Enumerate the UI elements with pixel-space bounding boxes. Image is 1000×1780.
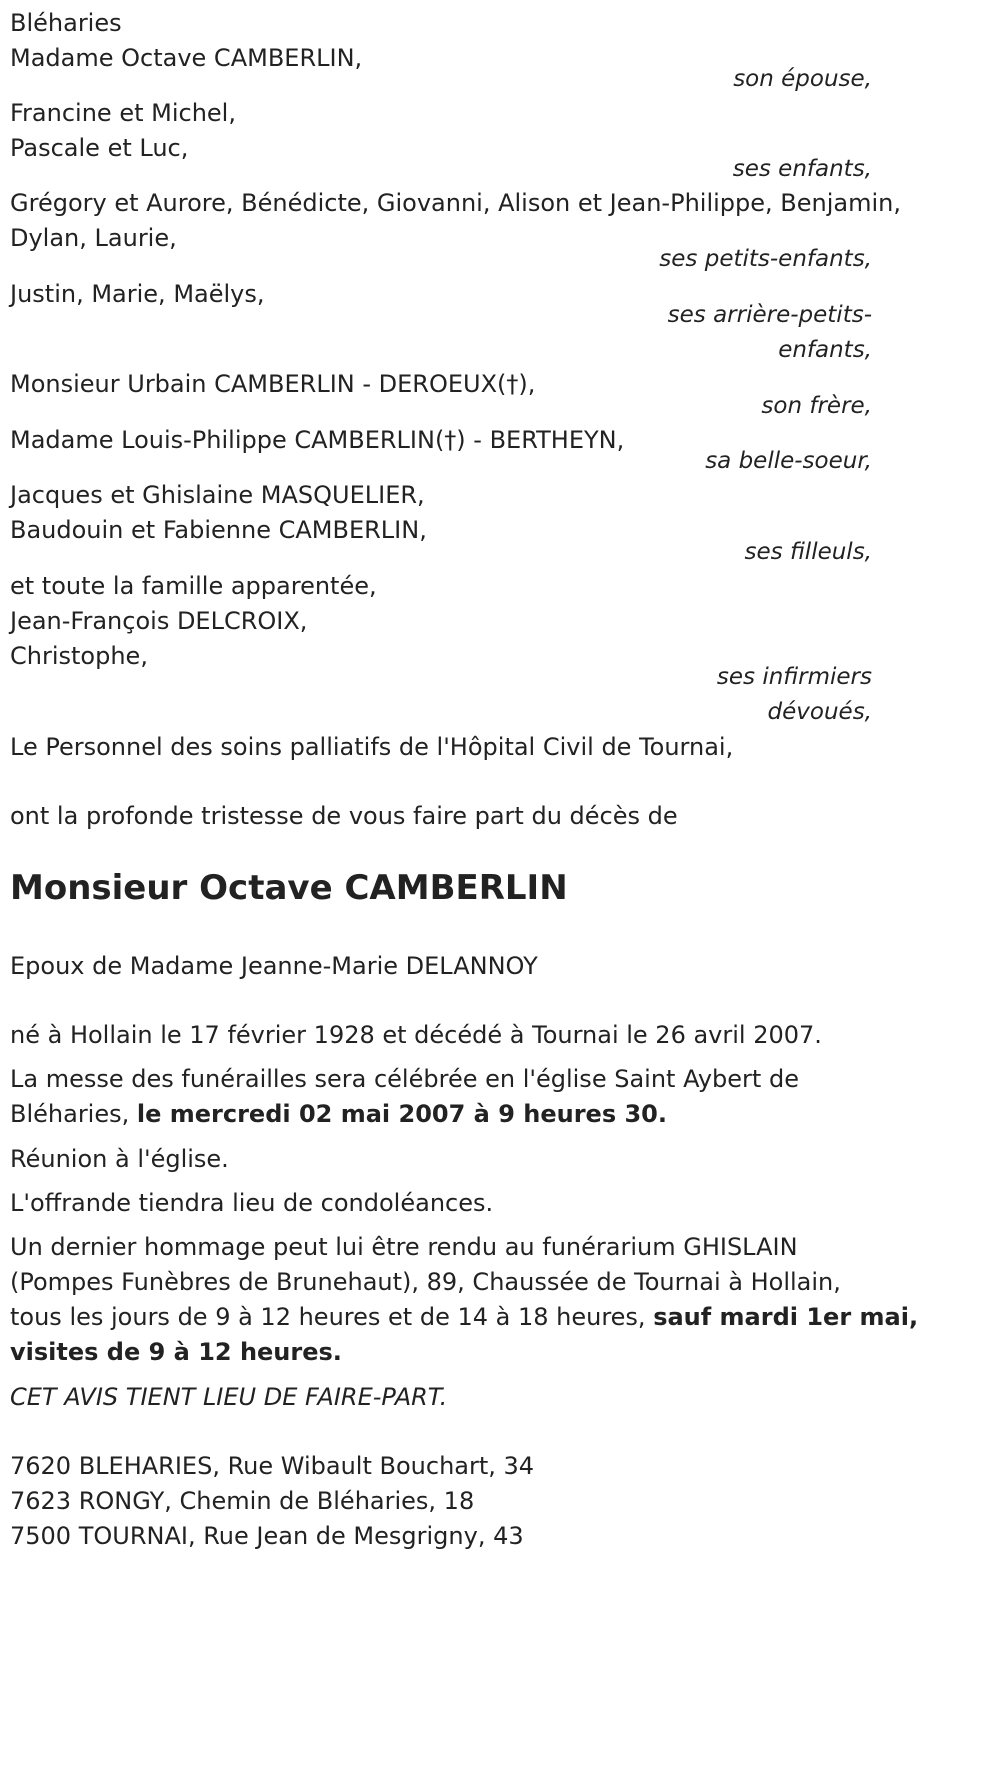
staff-line: Le Personnel des soins palliatifs de l'Hôpital Civil de Tournai, <box>10 733 734 761</box>
tribute-line: (Pompes Funèbres de Brunehaut), 89, Chaussée de Tournai à Hollain, <box>10 1268 841 1296</box>
mass-place: Bléharies, <box>10 1100 137 1128</box>
family-relation: ses enfants, <box>732 156 872 182</box>
address-line: 7620 BLEHARIES, Rue Wibault Bouchart, 34 <box>10 1452 535 1480</box>
tribute-line: Un dernier hommage peut lui être rendu au funérarium GHISLAIN <box>10 1233 798 1261</box>
tribute-exception: sauf mardi 1er mai, <box>653 1303 919 1331</box>
family-line: Madame Octave CAMBERLIN, <box>10 44 363 72</box>
family-relation: sa belle-soeur, <box>705 448 872 474</box>
mass-date: le mercredi 02 mai 2007 à 9 heures 30. <box>136 1100 667 1128</box>
family-line: Madame Louis-Philippe CAMBERLIN(†) - BERTHEYN, <box>10 426 625 454</box>
birth-death-line: né à Hollain le 17 février 1928 et décédé à Tournai le 26 avril 2007. <box>10 1021 822 1049</box>
address-line: 7623 RONGY, Chemin de Bléharies, 18 <box>10 1487 475 1515</box>
address-line: 7500 TOURNAI, Rue Jean de Mesgrigny, 43 <box>10 1522 524 1550</box>
tribute-line <box>10 1300 918 1334</box>
family-line: Jacques et Ghislaine MASQUELIER, <box>10 481 425 509</box>
family-relation: ses filleuls, <box>744 539 872 565</box>
spouse-line: Epoux de Madame Jeanne-Marie DELANNOY <box>10 952 538 980</box>
offering-line: L'offrande tiendra lieu de condoléances. <box>10 1189 494 1217</box>
mass-line: La messe des funérailles sera célébrée en l'église Saint Aybert de <box>10 1065 799 1093</box>
mass-line <box>10 1097 667 1131</box>
family-relation: ses arrière-petits- <box>667 302 872 328</box>
family-relation: dévoués, <box>767 699 872 725</box>
family-line: Francine et Michel, <box>10 99 236 127</box>
meeting-line: Réunion à l'église. <box>10 1145 229 1173</box>
tribute-visits: visites de 9 à 12 heures. <box>10 1338 342 1366</box>
family-relation: ses infirmiers <box>716 664 872 690</box>
family-line: Baudouin et Fabienne CAMBERLIN, <box>10 516 427 544</box>
place: Bléharies <box>10 9 122 37</box>
family-relation: son frère, <box>761 393 872 419</box>
notice-line: CET AVIS TIENT LIEU DE FAIRE-PART. <box>10 1383 448 1411</box>
family-relation: son épouse, <box>733 66 872 92</box>
family-line: Monsieur Urbain CAMBERLIN - DEROEUX(†), <box>10 370 536 398</box>
intro-line: ont la profonde tristesse de vous faire part du décès de <box>10 802 678 830</box>
family-line: Jean-François DELCROIX, <box>10 607 308 635</box>
tribute-hours: tous les jours de 9 à 12 heures et de 14 à 18 heures, <box>10 1303 654 1331</box>
family-line: Christophe, <box>10 642 148 670</box>
family-line: Justin, Marie, Maëlys, <box>10 280 265 308</box>
family-line: Pascale et Luc, <box>10 134 189 162</box>
family-relation: enfants, <box>778 337 872 363</box>
family-line: Grégory et Aurore, Bénédicte, Giovanni, Alison et Jean-Philippe, Benjamin, <box>10 189 901 217</box>
family-line: et toute la famille apparentée, <box>10 572 377 600</box>
deceased-name: Monsieur Octave CAMBERLIN <box>10 868 568 908</box>
family-line: Dylan, Laurie, <box>10 224 177 252</box>
family-relation: ses petits-enfants, <box>659 246 872 272</box>
